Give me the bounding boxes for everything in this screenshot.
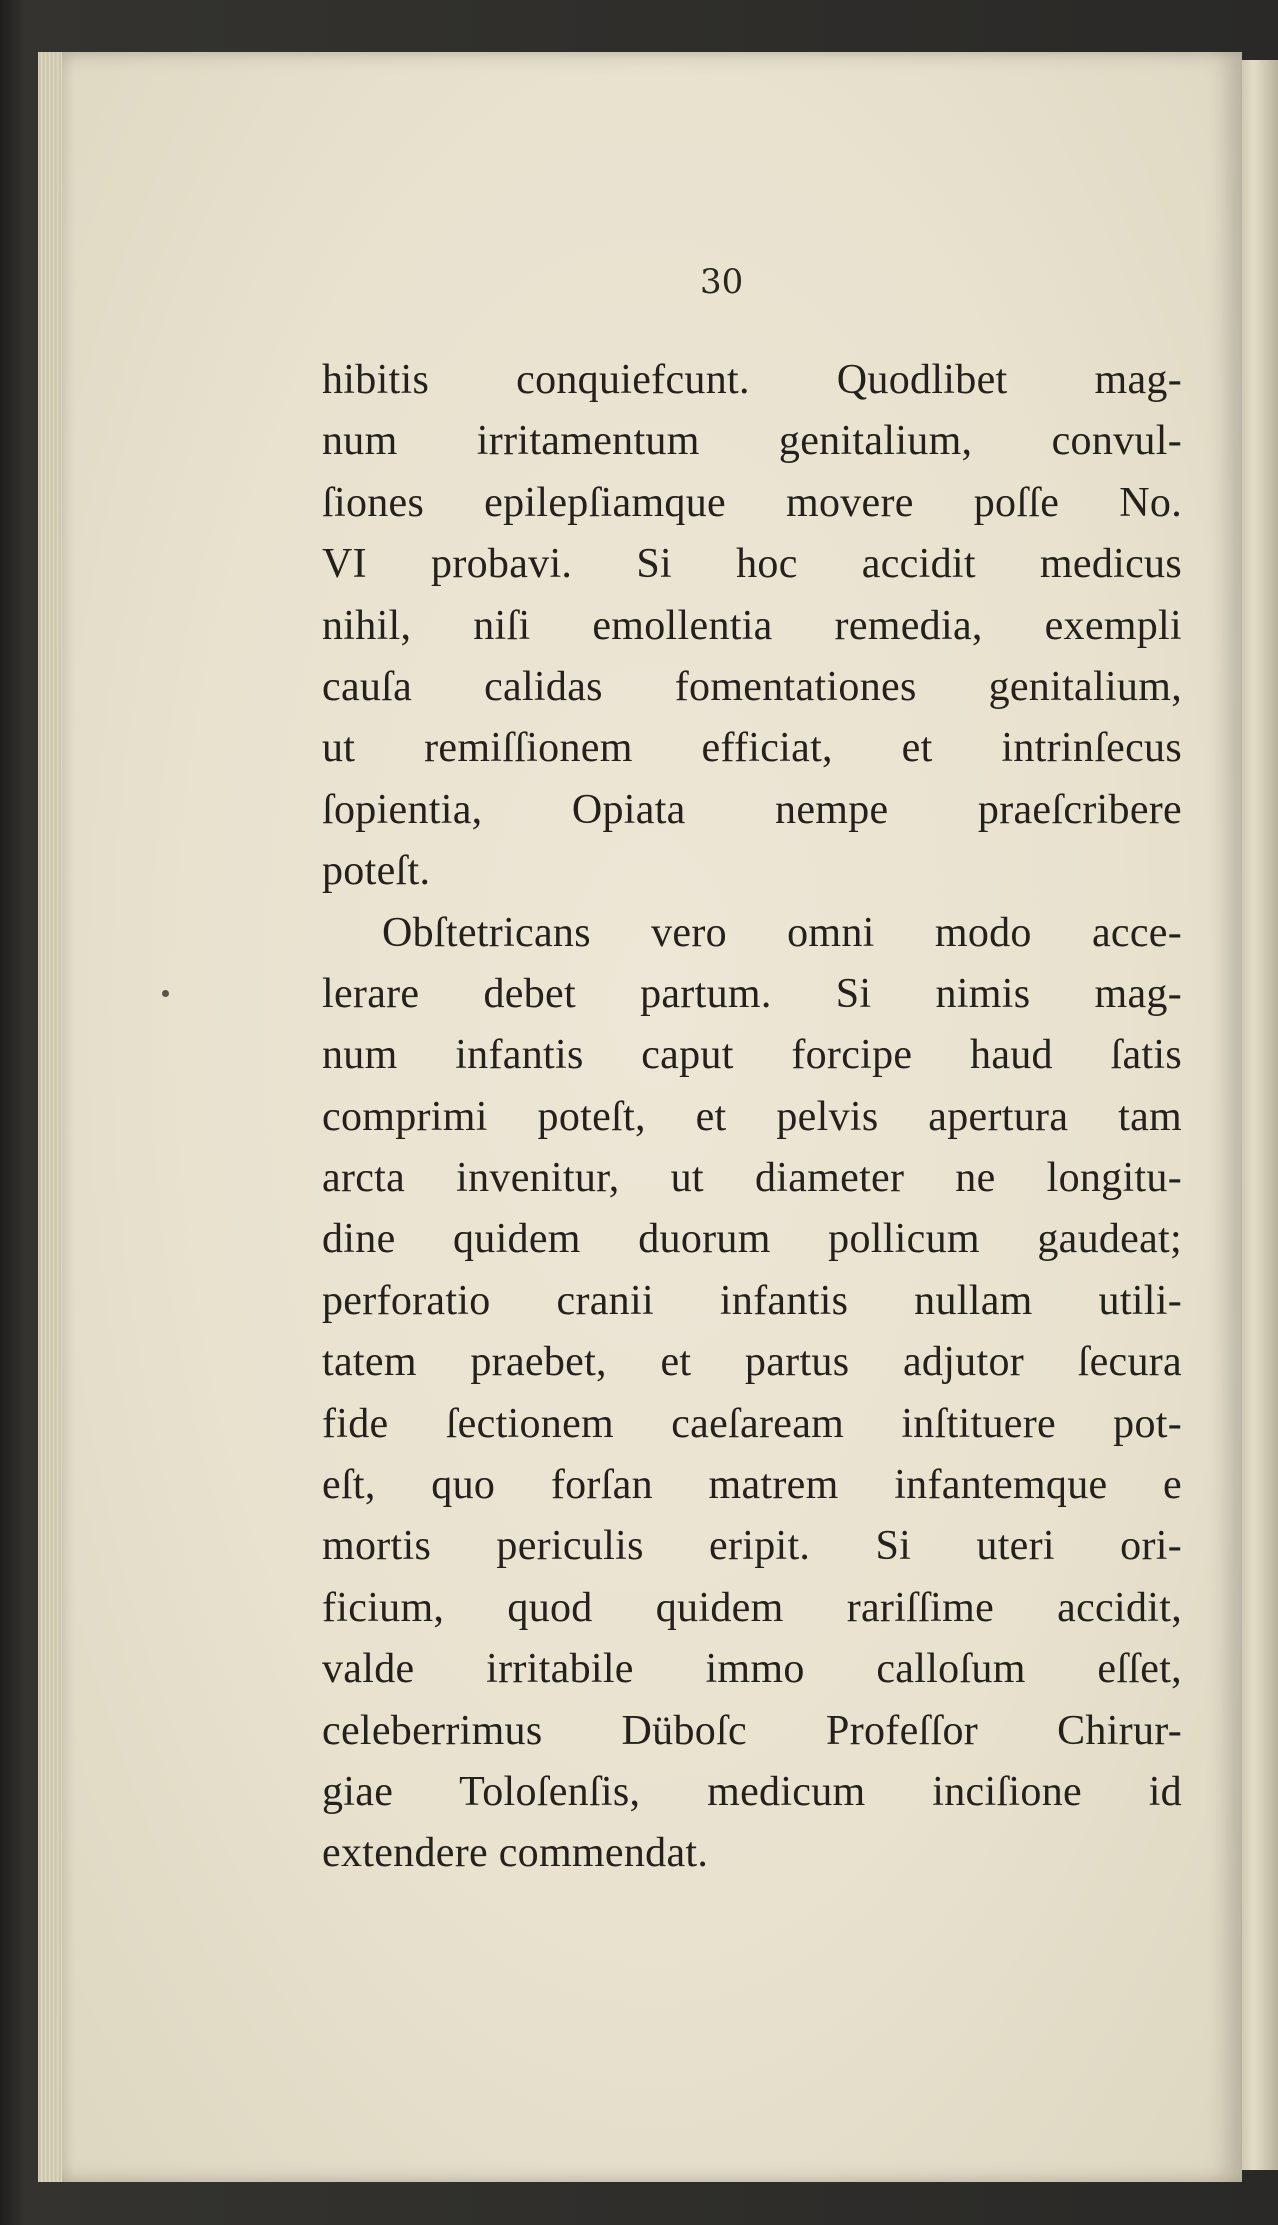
- page-number: 30: [700, 262, 744, 302]
- text-line: ut remiſſionem efficiat, et intrinſecus: [322, 725, 1182, 772]
- text-line: arcta invenitur, ut diameter ne longitu-: [322, 1155, 1182, 1202]
- text-line: eſt, quo forſan matrem infantemque e: [322, 1462, 1182, 1509]
- facing-page-edge: [1238, 60, 1278, 2170]
- text-line: hibitis conquiefcunt. Quodlibet mag-: [322, 357, 1182, 403]
- text-line: num irritamentum genitalium, convul-: [322, 418, 1182, 465]
- text-line: poteſt.: [322, 848, 431, 895]
- text-line: tatem praebet, et partus adjutor ſecura: [322, 1339, 1182, 1386]
- text-line: ſopientia, Opiata nempe praeſcribere: [322, 786, 1182, 833]
- text-line: comprimi poteſt, et pelvis apertura tam: [322, 1093, 1182, 1140]
- text-line: valde irritabile immo calloſum eſſet,: [322, 1646, 1182, 1693]
- text-line: mortis periculis eripit. Si uteri ori-: [322, 1523, 1182, 1570]
- text-line: fide ſectionem caeſaream inſtituere pot-: [322, 1400, 1182, 1447]
- text-line: Obſtetricans vero omni modo acce-: [382, 909, 1182, 956]
- margin-ink-dot: [162, 990, 169, 997]
- text-line: num infantis caput forcipe haud ſatis: [322, 1032, 1182, 1079]
- text-line: ficium, quod quidem rariſſime accidit,: [322, 1584, 1182, 1631]
- text-line: lerare debet partum. Si nimis mag-: [322, 970, 1182, 1017]
- text-line: giae Toloſenſis, medicum inciſione id: [322, 1768, 1182, 1815]
- text-line: ſiones epilepſiamque movere poſſe No.: [322, 479, 1182, 526]
- text-line: celeberrimus Düboſc Profeſſor Chirur-: [322, 1707, 1182, 1754]
- text-line: extendere commendat.: [322, 1830, 709, 1877]
- text-line: perforatio cranii infantis nullam utili-: [322, 1277, 1182, 1324]
- text-line: dine quidem duorum pollicum gaudeat;: [322, 1216, 1182, 1263]
- text-line: cauſa calidas fomentationes genitalium,: [322, 663, 1182, 710]
- text-line: VI probavi. Si hoc accidit medicus: [322, 541, 1182, 588]
- text-line: nihil, niſi emollentia remedia, exempli: [322, 602, 1182, 649]
- body-text: [322, 350, 1182, 1885]
